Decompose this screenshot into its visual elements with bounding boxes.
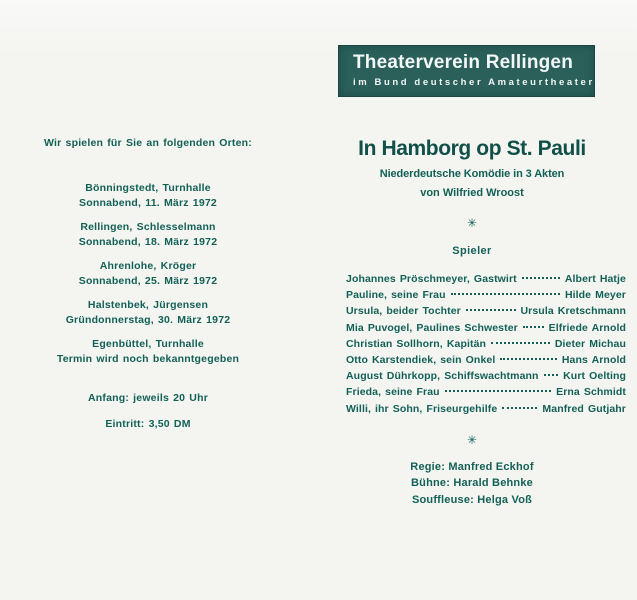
club-banner (338, 45, 595, 97)
cast-role: Pauline, seine Frau (346, 289, 446, 302)
credit-line-prompter: Souffleuse: Helga Voß (411, 493, 533, 506)
venue-item (26, 259, 270, 289)
venue-item (26, 181, 270, 211)
venue-place: Ahrenlohe, Kröger (99, 260, 197, 272)
dot-leader (445, 390, 551, 392)
cast-role: Frieda, seine Frau (346, 386, 440, 399)
venue-date: Sonnabend, 11. März 1972 (79, 197, 217, 209)
venues-heading: Wir spielen für Sie an folgenden Orten: (44, 137, 252, 149)
cast-actor: Albert Hatje (564, 273, 626, 285)
venue-date: Sonnabend, 25. März 1972 (78, 275, 218, 287)
program-column (320, 136, 624, 508)
play-author: von Wilfried Wroost (420, 187, 524, 199)
venue-date: Gründonnerstag, 30. März 1972 (65, 314, 231, 326)
dot-leader (502, 407, 537, 409)
dot-leader (466, 309, 516, 311)
admission-price: Eintritt: 3,50 DM (105, 418, 191, 430)
cast-role: Ursula, beider Tochter (346, 305, 461, 318)
cast-actor: Manfred Gutjahr (542, 402, 626, 415)
cast-actor: Ursula Kretschmann (520, 305, 626, 318)
play-subtitle: Niederdeutsche Komödie in 3 Akten (379, 168, 565, 180)
divider-star-icon: ✳ (466, 216, 478, 230)
dot-leader (544, 374, 559, 376)
cast-actor: Hilde Meyer (564, 289, 626, 302)
cast-actor: Erna Schmidt (556, 386, 626, 399)
dot-leader (491, 342, 550, 344)
credit-line-stage: Bühne: Harald Behnke (411, 477, 533, 490)
cast-row (346, 271, 626, 287)
divider-star-icon: ✳ (466, 432, 478, 447)
cast-role: August Dührkopp, Schiffswachtmann (346, 370, 539, 383)
cast-actor: Hans Arnold (561, 354, 626, 367)
cast-role: Johannes Pröschmeyer, Gastwirt (346, 273, 517, 285)
venue-item (26, 337, 270, 367)
cast-actor: Elfriede Arnold (548, 321, 626, 334)
cast-row (346, 287, 626, 303)
credit-line-director: Regie: Manfred Eckhof (410, 460, 534, 473)
club-name: Theaterverein Rellingen (353, 52, 574, 73)
club-affiliation: im Bund deutscher Amateurtheater (353, 77, 595, 88)
cast-row (346, 384, 626, 400)
venue-place: Rellingen, Schlesselmann (80, 221, 216, 233)
cast-role: Christian Sollhorn, Kapitän (346, 337, 487, 350)
credits-block (320, 459, 624, 509)
cast-row (346, 336, 626, 352)
venue-place: Halstenbek, Jürgensen (87, 299, 209, 311)
dot-leader (500, 358, 557, 360)
cast-role: Mia Puvogel, Paulines Schwester (346, 321, 518, 334)
cast-role: Willi, ihr Sohn, Friseurgehilfe (346, 402, 498, 415)
cast-row (346, 320, 626, 336)
dot-leader (522, 277, 560, 279)
venues-column (26, 136, 270, 432)
venue-date: Termin wird noch bekanntgegeben (56, 353, 240, 365)
venue-item (26, 220, 270, 250)
cast-row (346, 401, 626, 417)
venue-place: Egenbüttel, Turnhalle (92, 338, 204, 350)
cast-heading: Spieler (452, 245, 492, 257)
venue-place: Bönningstedt, Turnhalle (85, 182, 211, 194)
start-time: Anfang: jeweils 20 Uhr (87, 392, 208, 404)
dot-leader (523, 326, 544, 328)
venue-date: Sonnabend, 18. März 1972 (78, 236, 218, 248)
cast-actor: Dieter Michau (554, 337, 626, 350)
cast-list (346, 271, 626, 417)
cast-row (346, 352, 626, 368)
cast-role: Otto Karstendiek, sein Onkel (346, 354, 496, 367)
dot-leader (451, 293, 560, 295)
cast-actor: Kurt Oelting (563, 370, 626, 383)
play-title: In Hamborg op St. Pauli (358, 137, 586, 160)
venue-item (26, 298, 270, 328)
cast-row (346, 303, 626, 319)
cast-row (346, 368, 626, 384)
